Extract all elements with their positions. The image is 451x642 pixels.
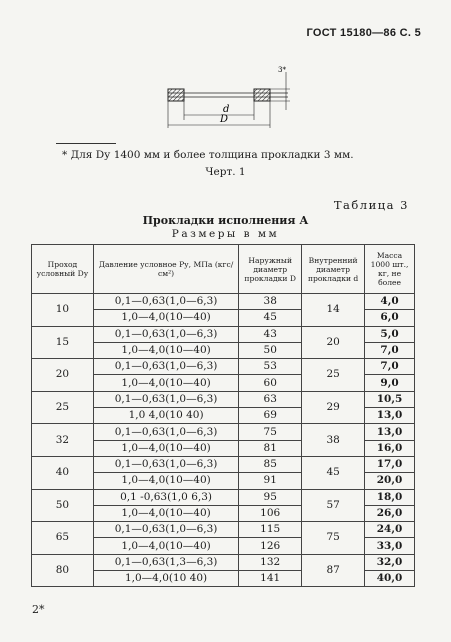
cell-pressure: 0,1—0,63(1,0—6,3)	[93, 391, 238, 407]
cell-inner-diameter: 29	[302, 391, 365, 424]
cell-pressure: 0,1—0,63(1,0—6,3)	[93, 456, 238, 472]
cell-outer-diameter: 60	[239, 375, 302, 391]
cell-outer-diameter: 132	[239, 554, 302, 570]
cell-pressure: 1,0—4,0(10—40)	[93, 505, 238, 521]
table-number: Таблица 3	[333, 198, 409, 212]
table-row	[32, 391, 415, 407]
cell-outer-diameter: 85	[239, 456, 302, 472]
table-row	[32, 424, 415, 440]
cell-dn: 25	[32, 391, 94, 424]
cell-mass: 6,0	[365, 310, 415, 326]
cell-pressure: 1,0 4,0(10 40)	[93, 408, 238, 424]
cell-outer-diameter: 43	[239, 326, 302, 342]
table-header-row	[32, 245, 415, 294]
cell-mass: 13,0	[365, 408, 415, 424]
document-header: ГОСТ 15180—86 С. 5	[306, 27, 421, 39]
cell-pressure: 1,0—4,0(10—40)	[93, 440, 238, 456]
cell-mass: 9,0	[365, 375, 415, 391]
cell-inner-diameter: 57	[302, 489, 365, 522]
dim-label-thickness: 3*	[278, 66, 286, 74]
cell-pressure: 0,1—0,63(1,0—6,3)	[93, 359, 238, 375]
figure-caption: Черт. 1	[205, 166, 246, 178]
cell-pressure: 1,0—4,0(10—40)	[93, 375, 238, 391]
cell-pressure: 1,0—4,0(10—40)	[93, 310, 238, 326]
cell-inner-diameter: 25	[302, 359, 365, 392]
cell-mass: 40,0	[365, 571, 415, 587]
cell-dn: 65	[32, 522, 94, 555]
cell-inner-diameter: 87	[302, 554, 365, 587]
cell-mass: 7,0	[365, 359, 415, 375]
gasket-drawing	[150, 60, 320, 130]
cell-outer-diameter: 81	[239, 440, 302, 456]
cell-mass: 32,0	[365, 554, 415, 570]
cell-outer-diameter: 141	[239, 571, 302, 587]
gasket-table	[31, 244, 415, 587]
cell-inner-diameter: 20	[302, 326, 365, 359]
footnote	[62, 149, 354, 161]
table-row	[32, 489, 415, 505]
table-row	[32, 554, 415, 570]
table-row	[32, 294, 415, 310]
cell-pressure: 0,1—0,63(1,0—6,3)	[93, 522, 238, 538]
cell-dn: 20	[32, 359, 94, 392]
cell-mass: 17,0	[365, 456, 415, 472]
col-header-dn: Проход условный Dу	[32, 245, 94, 294]
table-subtitle: Размеры в мм	[171, 228, 280, 240]
cell-dn: 50	[32, 489, 94, 522]
cell-mass: 16,0	[365, 440, 415, 456]
cell-outer-diameter: 63	[239, 391, 302, 407]
cell-dn: 32	[32, 424, 94, 457]
col-header-pressure: Давление условное Pу, МПа (кгс/см²)	[93, 245, 238, 294]
cell-outer-diameter: 69	[239, 408, 302, 424]
cell-inner-diameter: 38	[302, 424, 365, 457]
cell-pressure: 1,0—4,0(10—40)	[93, 538, 238, 554]
cell-mass: 13,0	[365, 424, 415, 440]
cell-outer-diameter: 95	[239, 489, 302, 505]
cell-pressure: 0,1—0,63(1,0—6,3)	[93, 326, 238, 342]
cell-pressure: 0,1 -0,63(1,0 6,3)	[93, 489, 238, 505]
cell-outer-diameter: 50	[239, 342, 302, 358]
cell-mass: 20,0	[365, 473, 415, 489]
cell-pressure: 1,0—4,0(10—40)	[93, 473, 238, 489]
cell-dn: 10	[32, 294, 94, 327]
footnote-text: * Для Dу 1400 мм и более толщина прокладки 3 мм.	[62, 149, 354, 161]
cell-mass: 4,0	[365, 294, 415, 310]
cell-outer-diameter: 75	[239, 424, 302, 440]
cell-dn: 40	[32, 456, 94, 489]
table-row	[32, 326, 415, 342]
cell-inner-diameter: 45	[302, 456, 365, 489]
dim-label-d: d	[223, 104, 230, 115]
page-number: 2*	[32, 603, 45, 616]
cell-mass: 18,0	[365, 489, 415, 505]
footnote-rule	[56, 143, 116, 144]
cell-mass: 33,0	[365, 538, 415, 554]
cell-outer-diameter: 106	[239, 505, 302, 521]
cell-inner-diameter: 75	[302, 522, 365, 555]
cell-mass: 7,0	[365, 342, 415, 358]
table-row	[32, 522, 415, 538]
col-header-inner-diameter: Внутренний диаметр прокладки d	[302, 245, 365, 294]
cell-outer-diameter: 115	[239, 522, 302, 538]
col-header-outer-diameter: Наружный диаметр прокладки D	[239, 245, 302, 294]
cell-mass: 24,0	[365, 522, 415, 538]
cell-outer-diameter: 91	[239, 473, 302, 489]
cell-outer-diameter: 126	[239, 538, 302, 554]
table-row	[32, 359, 415, 375]
cell-mass: 5,0	[365, 326, 415, 342]
cell-dn: 15	[32, 326, 94, 359]
cell-pressure: 1,0—4,0(10 40)	[93, 571, 238, 587]
cell-pressure: 1,0—4,0(10—40)	[93, 342, 238, 358]
cell-outer-diameter: 45	[239, 310, 302, 326]
cell-pressure: 0,1—0,63(1,0—6,3)	[93, 424, 238, 440]
col-header-mass: Масса 1000 шт., кг, не более	[365, 245, 415, 294]
cell-inner-diameter: 14	[302, 294, 365, 327]
table-title: Прокладки исполнения А	[142, 214, 309, 227]
table-row	[32, 456, 415, 472]
dim-label-D: D	[220, 114, 229, 125]
cell-mass: 10,5	[365, 391, 415, 407]
cell-outer-diameter: 38	[239, 294, 302, 310]
cell-pressure: 0,1—0,63(1,0—6,3)	[93, 294, 238, 310]
table-body	[32, 294, 415, 587]
cell-outer-diameter: 53	[239, 359, 302, 375]
cell-mass: 26,0	[365, 505, 415, 521]
cell-dn: 80	[32, 554, 94, 587]
cell-pressure: 0,1—0,63(1,3—6,3)	[93, 554, 238, 570]
